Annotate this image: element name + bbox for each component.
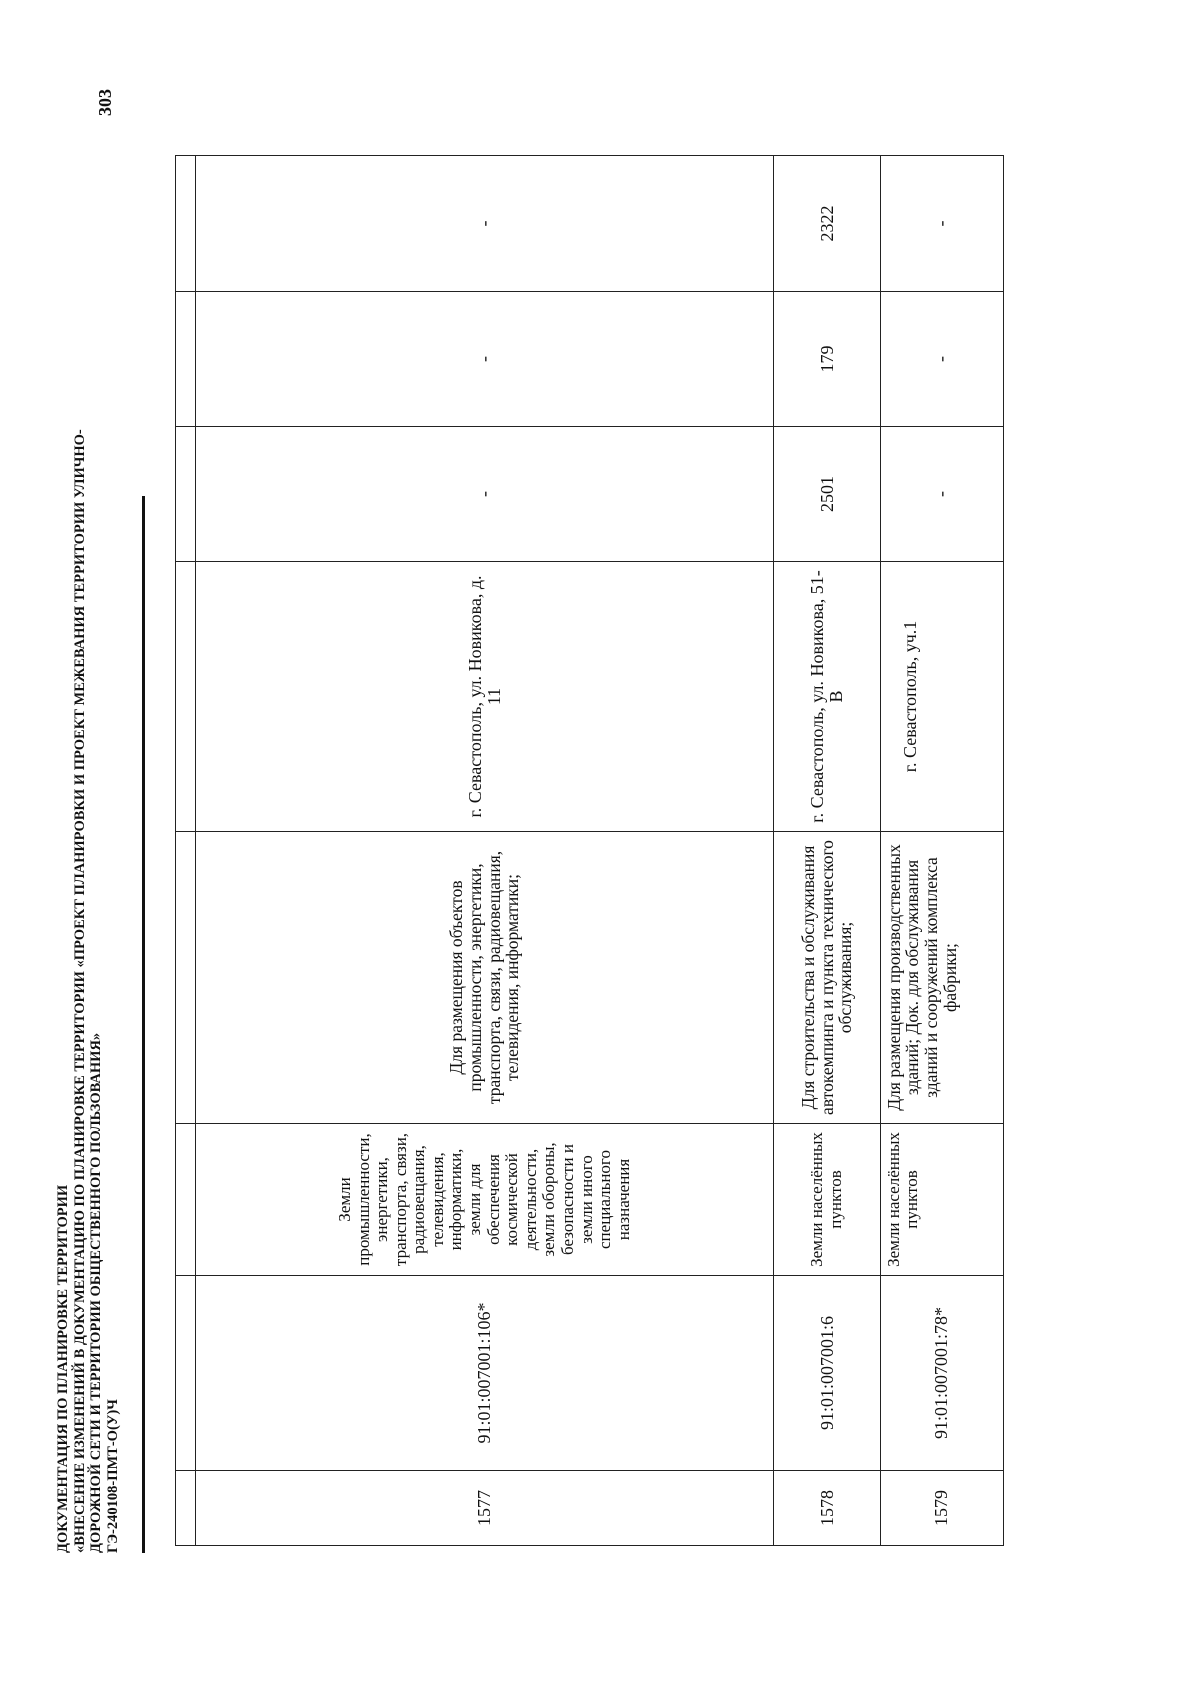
table-cell	[176, 156, 196, 292]
table-cell	[176, 1276, 196, 1471]
area-value-3: 2322	[774, 156, 880, 292]
area-value-2: -	[196, 292, 774, 427]
header-line-3: ДОРОЖНОЙ СЕТИ И ТЕРРИТОРИИ ОБЩЕСТВЕННОГО ПОЛЬЗОВАНИЯ»	[88, 1032, 104, 1553]
table-row	[774, 156, 880, 1546]
row-number: 1579	[880, 1471, 1003, 1546]
document-header	[55, 253, 121, 1553]
table-cell	[176, 832, 196, 1124]
area-value-1: -	[196, 427, 774, 562]
permitted-use: Для строительства и обслуживания автокемпинга и пункта технического обслуживания;	[774, 832, 880, 1124]
cadastral-number: 91:01:007001:6	[774, 1276, 880, 1471]
table-cell	[176, 427, 196, 562]
table-cell	[176, 1124, 196, 1276]
area-value-3: -	[880, 156, 1003, 292]
area-value-1: 2501	[774, 427, 880, 562]
area-value-2: -	[880, 292, 1003, 427]
table-cell	[176, 562, 196, 832]
address: г. Севастополь, уч.1	[880, 562, 1003, 832]
header-line-2: «ВНЕСЕНИЕ ИЗМЕНЕНИЙ В ДОКУМЕНТАЦИЮ ПО ПЛАНИРОВКЕ ТЕРРИТОРИИ «ПРОЕКТ ПЛАНИРОВКИ И ПРОЕКТ МЕЖЕВАНИЯ ТЕРРИТОРИИ УЛИЧНО-	[71, 429, 88, 1553]
row-number: 1578	[774, 1471, 880, 1546]
page-number: 303	[95, 89, 115, 116]
address: г. Севастополь, ул. Новикова, 51-В	[774, 562, 880, 832]
table-cell	[176, 292, 196, 427]
cadastral-number: 91:01:007001:106*	[196, 1276, 774, 1471]
area-value-1: -	[880, 427, 1003, 562]
land-category: Земли населённых пунктов	[880, 1124, 1003, 1276]
area-value-2: 179	[774, 292, 880, 427]
land-category: Земли промышленности, энергетики, транспорта, связи, радиовещания, телевидения, информатики, земли для обеспечения космической деятельности, земли обороны, безопасности и земли иного специального назначения	[196, 1124, 774, 1276]
header-rule	[142, 496, 145, 1553]
address: г. Севастополь, ул. Новикова, д. 11	[196, 562, 774, 832]
land-category: Земли населённых пунктов	[774, 1124, 880, 1276]
table-row	[196, 156, 774, 1546]
area-value-3: -	[196, 156, 774, 292]
header-line-4: ГЭ-240108-ПМТ-О(У)Ч	[104, 1399, 121, 1553]
cadastral-number: 91:01:007001:78*	[880, 1276, 1003, 1471]
row-number: 1577	[196, 1471, 774, 1546]
permitted-use: Для размещения производственных зданий; Док. для обслуживания зданий и сооружений комплекса фабрики;	[880, 832, 1003, 1124]
table-cell	[176, 1471, 196, 1546]
table-row	[880, 156, 1003, 1546]
table-row	[176, 156, 196, 1546]
header-line-1: ДОКУМЕНТАЦИЯ ПО ПЛАНИРОВКЕ ТЕРРИТОРИИ	[55, 1184, 71, 1553]
permitted-use: Для размещения объектов промышленности, энергетики, транспорта, связи, радиовещания, телевидения, информатики;	[196, 832, 774, 1124]
land-plots-table	[175, 155, 1004, 1546]
